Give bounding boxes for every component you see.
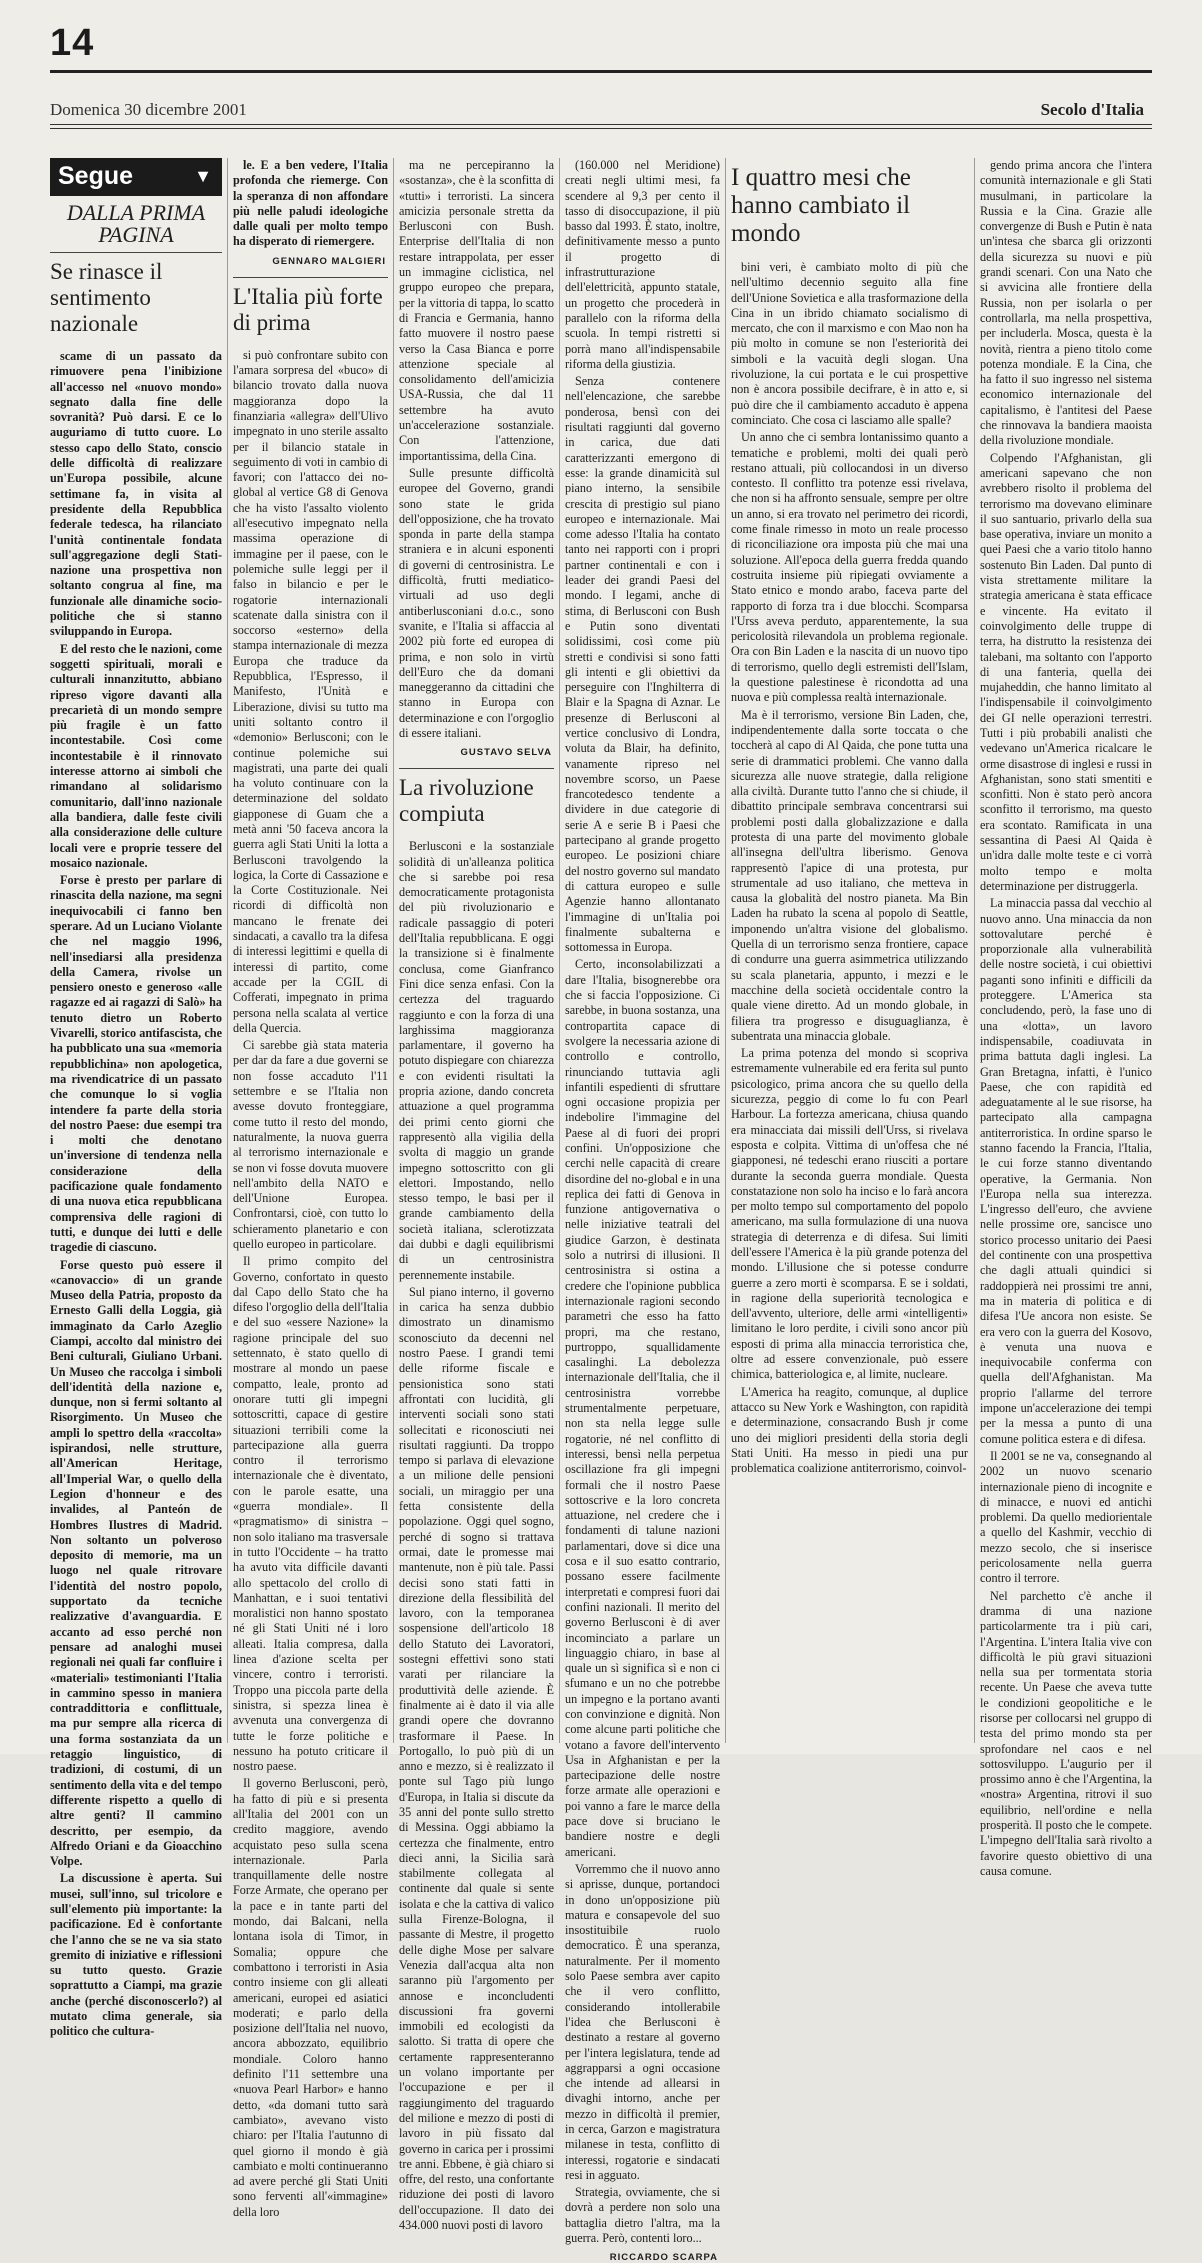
paragraph: (160.000 nel Meridione) creati negli ultimi mesi, fa scendere al 9,3 per cento il tasso di disoccupazione, il più basso dal 1993. È stato, inoltre, definitivamente messo a punto il progetto di infrastrutturazione dell'elettricità, appunto statale, un progetto che procederà in parallelo con la riforma della scuola. In tempi ristretti si porrà mano all'indispensabile riforma della giustizia. [565, 158, 720, 371]
article-body-rivoluzione-end [565, 158, 720, 2246]
paragraph: Ci sarebbe già stata materia per dar da fare a due governi se non fosse accaduto l'11 settembre e se l'Italia non avesse dovuto fronteggiare, come tutto il resto del mondo, naturalmente, la nuova guerra al terrorismo internazionale e se non vi fosse dovuta muovere nell'ambito della NATO e dell'Unione Europea. Confrontarsi, cioè, con tutto lo schieramento planetario e con quello europeo in particolare. [233, 1038, 388, 1251]
header-rule-double [50, 128, 1152, 129]
segue-label: Segue [58, 162, 134, 190]
top-rule [50, 70, 1152, 73]
column-separator [974, 158, 975, 1743]
column-1 [50, 158, 222, 2039]
column-separator [559, 158, 560, 1743]
paragraph: Sul piano interno, il governo in carica ha senza dubbio dimostrato un dinamismo sconosciuto da decenni nel nostro Paese. I grandi temi delle riforme fiscale e pensionistica sono stati affrontati con lucidità, gli interventi sociali sono stati sollecitati e riconosciuti nei risultati raggiunti. Da troppo tempo si parlava di elevazione a un milione delle pensioni sociali, un miraggio per una fetta consistente della popolazione. Oggi quel sogno, perché di sogno si trattava ormai, date le promesse mai mantenute, non è più tale. Passi decisi sono stati fatti in direzione della flessibilità del lavoro, con la temporanea sospensione dell'articolo 18 dello Statuto dei Lavoratori, sostegni effettivi sono stati varati per rilanciare la produttività delle aziende. È finalmente ai è dato il via alle grandi opere che dovranno trasformare il Paese. In Portogallo, lo può più di un anno e mezzo, si è realizzato il ponte sul Tago più lungo d'Europa, in Italia si discute da 35 anni del ponte sullo stretto di Messina. Oggi abbiamo la certezza che finalmente, entro dieci anni, la Sicilia sarà stabilmente collegata al continente dal quale si sente isolata e che la cattiva di valico sulla Firenze-Bologna, il passante di Mestre, il progetto delle dighe Mose per salvare Venezia dall'acqua alta non saranno più l'argomento per annose e inconcludenti discussioni fra governi immobili ed ecologisti da salotto. Si tratta di opere che certamente rappresenteranno un volano importante per l'occupazione e per il raggiungimento del traguardo del milione e mezzo di posti di lavoro in più fissato dal governo in carica per i prossimi tre anni. Ebbene, è già chiaro si offre, del resto, una confortante riduzione dei posti di lavoro dell'occupazione. Il dato dei 434.000 nuovi posti di lavoro [399, 1284, 554, 2232]
rule [50, 252, 222, 253]
paragraph: La discussione è aperta. Sui musei, sull'inno, sul tricolore e sull'elemento più importante: la pacificazione. Ed è confortante che l'anno che se ne va sia stato gremito di iniziative e riflessioni su tutto questo. Grazie soprattutto a Ciampi, ma grazie anche (perché disconoscerlo?) al mutato clima generale, sia politico che cultura- [50, 1871, 222, 2039]
header-rule [50, 124, 1152, 125]
rule [233, 277, 388, 278]
paragraph: Il governo Berlusconi, però, ha fatto di più e si presenta all'Italia del 2001 con un credito maggiore, avendo acquistato peso sulla scena internazionale. Parla tranquillamente delle nostre Forze Armate, che operano per la pace e in tante parti del mondo, dai Balcani, nella lontana isola di Timor, in Somalia; oppure che combattono i terroristi in Asia contro insieme con gli alleati americani, europei ed asiatici moderati; e parlo della posizione dell'Italia nel nuovo, ancora abbozzato, equilibrio mondiale. Coloro hanno definito l'11 settembre una «nuova Pearl Harbor» e hanno detto, «da domani tutto sarà cambiato», avevano visto chiaro: per l'Italia l'autunno di quel giorno il mondo è già cambiato e molti continueranno ad avere perché gli Stati Uniti sono ferventi all'«immagine» della loro [233, 1776, 388, 2219]
paragraph: Forse questo può essere il «canovaccio» di un grande Museo della Patria, proposto da Ernesto Galli della Loggia, già immaginato da Carlo Azeglio Ciampi, accolto dal ministro dei Beni culturali, Giuliano Urbani. Un Museo che raccolga i simboli dell'identità della nazione e, dunque, non si fermi soltanto al Risorgimento. Un Museo che ampli lo spettro della «raccolta» ispirandosi, nelle strutture, all'American Heritage, all'Imperial War, o quello della Legion d'honneur e des invalides, al Panteón de Hombres Ilustres di Madrid. Non soltanto un polveroso deposito di memorie, ma un luogo nel quale ritrovare l'identità del nostro popolo, supportato da tecniche realizzative d'avanguardia. E accanto ad esso perché non pensare ad analoghi musei regionali nei quali far confluire i «materiali» testimonianti l'Italia in cammino spesso in maniera contraddittoria e conflittuale, ma pur sempre alla ricerca di una forma sostanziata da un retaggio linguistico, di tradizioni, di costumi, di un sentimento della vita e del tempo differente rispetto a quello di altre genti? Il cammino descritto, per esempio, da Alfredo Oriani e da Gioacchino Volpe. [50, 1257, 222, 1869]
column-4 [565, 158, 720, 2263]
paragraph: le. E a ben vedere, l'Italia profonda che riemerge. Con la speranza di non affondare più nelle paludi ideologiche dalle quali per molto tempo ha disperato di riemergere. [233, 158, 388, 249]
article-body-rivoluzione [399, 839, 554, 2233]
column-2 [233, 158, 388, 2219]
byline-malgieri: GENNARO MALGIERI [272, 255, 386, 267]
paragraph: Certo, inconsolabilizzati a dare l'Italia, bisognerebbe ora che si faccia l'opposizione. Ci sarebbe, in buona sostanza, una contropartita capace di svolgere la necessaria azione di controllo e controllo, rinunciando tuttavia agli infantili espedienti di sfruttare ogni occasione propizia per indebolire l'immagine del Paese al di fuori dei propri confini. Un'opposizione che cerchi nelle capacità di creare disordine del no-global e in una replica dei fatti di Genova in funzione antigovernativa o nelle iniziative teatrali del giudice Garzon, è destinata solo a nutrirsi di illusioni. Il centrosinistra si ostina a credere che l'opinione pubblica internazionale ragioni secondo parametri che esso ha fatto propri, ma che restano, purtroppo, squallidamente casalinghi. La debolezza internazionale dell'Italia, che il centrosinistra vorrebbe strumentalmente perpetuare, non sta nella legge sulle rogatorie, né nel conflitto di interessi, bensì nella perpetua oscillazione fra gli impegni formali che il nostro Paese sottoscrive e la loro concreta attuazione, nel credere che i fondamenti di talune nazioni parlamentari, dove si dice una cosa e il suo esatto contrario, possano essere facilmente interpretati e compresi fuori dai confini nazionali. Il merito del governo Berlusconi è di aver incominciato a parlare un linguaggio chiaro, in base al quale un sì significa sì e non ci sfumano e un no che potrebbe un impegno e la portano avanti con convinzione e dignità. Non come alcune parti politiche che votano a favore dell'intervento Usa in Afghanistan e per la partecipazione delle nostre forze armate alle operazioni e poi vanno a fare le marce della pace dove si bruciano le bandiere nostre e degli americani. [565, 957, 720, 1859]
paragraph: scame di un passato da rimuovere pena l'inibizione all'accesso nel «nuovo mondo» segnato dalla fine delle sovranità? Può darsi. E ce lo auguriamo di tutto cuore. Lo stesso capo dello Stato, conscio delle difficoltà di realizzare un'Europa possibile, alcune settimane fa, in visita al presidente della Repubblica federale tedesca, ha rilanciato l'unità continentale fondata sull'aggregazione degli Stati-nazione una prospettiva non soltanto congrua al fine, ma funzionale alle dinamiche socio-politiche che si stanno sviluppando in Europa. [50, 349, 222, 639]
headline-italia-forte: L'Italia più forte di prima [233, 283, 383, 335]
column-separator [393, 158, 394, 1743]
paragraph: Strategia, ovviamente, che si dovrà a perdere non solo una battaglia dietro l'altra, ma la guerra. Però, contenti loro... [565, 2185, 720, 2246]
paragraph: Ma è il terrorismo, versione Bin Laden, che, indipendentemente dalla sorte toccata o che toccherà al capo di Al Qaida, che pone tutta una serie di drammatici problemi. Che vanno dalla sicurezza alle nuove strategie, dalla religione alla civiltà. Durante tutto l'anno che si chiude, il dibattito principale sembrava concentrarsi sui problemi posti dalla globalizzazione e dalla protesta di una parte del movimento globale all'insegna dell'ultra liberismo. Genova rappresentò l'apice di una protesta, pur strumentale ad uso italiano, che metteva in causa la globalità del nostro pianeta. Ma Bin Laden ha rubato la scena al popolo di Seattle, imponendo un'altra visione del globalismo. Quella di un terrorismo senza frontiere, capace di condurre una guerra asimmetrica utilizzando su scala planetaria, appunto, i mezzi e le macchine della società occidentale contro la quale viene diretto. Ad un mondo globale, in filiera tra progresso e disuguaglianza, è subentrata una minaccia globale. [731, 707, 968, 1043]
article-body-quattro-mesi-end [980, 158, 1152, 1879]
paragraph: Sulle presunte difficoltà europee del Governo, grandi sono state le grida dell'opposizione, che ha trovato sponda in parte della stampa straniera e in alcuni esponenti di governi di centrosinistra. Le difficoltà, frutti mediatico-virtuali ad uso degli antiberlusconiani d.o.c., sono svanite, e l'Italia si affaccia al 2002 più forte ed europea di prima, e non solo in virtù dell'Euro che da domani maneggeranno da cittadini che stanno in Europa con determinazione e con l'orgoglio di essere italiani. [399, 465, 554, 740]
article-body-quattro-mesi [731, 260, 968, 1476]
paragraph: Un anno che ci sembra lontanissimo quanto a tematiche e problemi, molti dei quali però restano attuali, più collocandosi in un diverso contesto. Il conflitto tra potenze essi rivelava, che non si ha affronto sensuale, sempre per oltre un anno, si era trovato nel perimetro dei ricordi, come finale rimesso in moto un reale processo di riconciliazione ora imposta più che mai una soluzione. All'epoca della guerra fredda quando costruita insieme più ripiegati ovviamente a Stato etnico e mondo arabo, faceva parte del rapporto di forza tra i due blocchi. Scomparsa l'Urss aveva perduto, apparentemente, la sua pericolosità rilevandola un problema regionale. Ora con Bin Laden e la nascita di un nuovo tipo di terrorismo, quello degli estremisti dell'Islam, la questione palestinese è ricondotta ad una nuova e più complessa realtà internazionale. [731, 430, 968, 705]
column-separator [227, 158, 228, 1743]
paragraph: Berlusconi e la sostanziale solidità di un'alleanza politica che si sarebbe poi resa democraticamente protagonista del più rivoluzionario e radicale passaggio di poteri dell'Italia repubblicana. E oggi la transizione si è finalmente conclusa, come Gianfranco Fini dice senza enfasi. Con la certezza del traguardo raggiunto e con la forza di una larghissima maggioranza parlamentare, il governo ha potuto dispiegare con chiarezza e con evidenti risultati la propria azione, dando concreta attuazione a quel programma dei primi cento giorni che rappresentò alla vigilia della svolta di maggio un grande impegno sottoscritto con gli elettori. Impostando, nello stesso tempo, le basi per il grande cambiamento della società italiana, sclerotizzata dai dubbi e dagli equilibrismi di un centrosinistra perennemente instabile. [399, 839, 554, 1282]
paragraph: Colpendo l'Afghanistan, gli americani sapevano che non avrebbero risolto il problema del terrorismo ma dovevano eliminare il suo santuario, privarlo della sua base operativa, inviare un monito a quei Paesi che a vario titolo hanno sostenuto Bin Laden. Dal punto di vista strettamente militare la strategia americana è stata efficace e vincente. Ha evitato il coinvolgimento delle truppe di terra, ha distrutto la resistenza dei talebani, ma soltanto con l'apporto di una fanteria, quella dei mujaheddin, che hanno limitato al l'indispensabile il coinvolgimento dei GI nelle operazioni terrestri. Tutti i più probabili analisti che vedevano un'America ricalcare le orme disastrose di inglesi e russi in Afghanistan, sono stati smentiti e sconfitti. Non è stato però ancora sconfitto il terrorismo, ma questo era scontato. Ramificata in una sessantina di Paesi Al Qaida è un'idra dalle molte teste e ci vorrà molto tempo e molta determinazione per distruggerla. [980, 450, 1152, 893]
paragraph: L'America ha reagito, comunque, al duplice attacco su New York e Washington, con rapidità e determinazione, consacrando Bush jr come uno dei migliori presidenti della storia degli Stati Uniti. Ha messo in piedi una pur problematica coalizione antiterrorismo, coinvol- [731, 1384, 968, 1476]
headline-rivoluzione: La rivoluzione compiuta [399, 775, 534, 827]
headline-segue: Se rinasce il sentimento nazionale [50, 259, 163, 336]
paragraph: gendo prima ancora che l'intera comunità internazionale e gli Stati musulmani, in particolare la Russia e la Cina. Grazie alle convergenze di Bush e Putin è nata un'intesa che sbarca gli orizzonti della sicurezza su nuovi e più grandi scenari. Con una Nato che si avvicina alle frontiere della Russia, non per isolarla o per controllarla, ma nella prospettiva, per includerla. Mosca, questa è la novità, rientra a pieno titolo come potenza mondiale. E la Cina, che ha fatto il suo ingresso nel sistema economico internazionale del capitalismo, è l'antitesi del Paese che rinnovava la bandiera maoista della rivoluzione mondiale. [980, 158, 1152, 448]
paragraph: Il 2001 se ne va, consegnando al 2002 un nuovo scenario internazionale pieno di incognite e di minacce, e nuovi ed antichi problemi. Da quello mediorientale a quello del Kashmir, vecchio di mezzo secolo, che si inserisce pericolosamente nella guerra contro il terrore. [980, 1448, 1152, 1586]
byline-selva: GUSTAVO SELVA [460, 747, 552, 759]
column-6 [980, 158, 1152, 1878]
paragraph: si può confrontare subito con l'amara sorpresa del «buco» di bilancio trovato dalla nuova maggioranza dopo la finanziaria «allegra» dell'Ulivo impegnato in uno sterile assalto per il bilancio statale in seguimento di voti in cambio di favori; con l'attacco dei no-global al vertice G8 di Genova che ha visto l'assalto violento all'esecutivo impegnato nella massima operazione di immagine per il paese, con le polemiche sulle leggi per il falso in bilancio e per le rogatorie internazionali scatenate dalla sinistra con il soccorso «esterno» della stampa internazionale di mezza Europa che traduce da Repubblica, l'Espresso, il Manifesto, l'Unità e Liberazione, divisi su tutto ma uniti soltanto contro il «demonio» Berlusconi; con le continue polemiche sui magistrati, una parte dei quali ha voluto continuare con la determinazione del soldato giapponese di Guam che a metà anni '50 faceva ancora la guerra agli Stati Uniti la lotta a Berlusconi travolgendo la logica, la Corte di Cassazione e la Corte Costituzionale. Nei ricordi di difficoltà non mancano le frenate dei sindacati, a cavallo tra la difesa di interessi legittimi e quella di interessi di partito, come accade per la CGIL di Cofferati, impegnato in prima persona nella scalata al vertice della Quercia. [233, 347, 388, 1035]
paragraph: Nel parchetto c'è anche il dramma di una nazione particolarmente tra i più cari, l'Argentina. L'intera Italia vive con difficoltà le più gravi situazioni nella sua per tormentata storia recente. Un Paese che aveva tutte le condizioni geopolitiche e le risorse per collocarsi nel gruppo di testa del primo mondo sta per sprofondare nel caos e nel sottosviluppo. L'augurio per il prossimo anno è che l'Argentina, la «nostra» Argentina, ritrovi il suo equilibrio, nell'ordine e nella prosperità. Il posto che le compete. L'impegno dell'Italia sarà rivolto a favorire questo obiettivo di una causa comune. [980, 1588, 1152, 1878]
masthead: Secolo d'Italia [1040, 100, 1144, 119]
article-body-segue [50, 349, 222, 2040]
from-front-page-label: DALLA PRIMA PAGINA [66, 200, 206, 247]
headline-quattro-mesi: I quattro mesi che hanno cambiato il mondo [731, 164, 911, 247]
article-body-italia-forte-end [399, 158, 554, 741]
paragraph: bini veri, è cambiato molto di più che nell'ultimo decennio seguito alla fine dell'Unione Sovietica e alla trasformazione della Cina in un ibrido chiamato socialismo di mercato, che con il marxismo e con Mao non ha più molto in comune se non l'esteriorità dei simboli e la vacuità degli slogan. Una rivoluzione, la cui portata e le cui prospettive non è ancora possibile decifrare, è in atto e, si può dire che il cambiamento accaduto è appena cominciato. Che cosa ci lasciamo alle spalle? [731, 260, 968, 427]
byline-scarpa: RICCARDO SCARPA [609, 2252, 718, 2263]
paragraph: Vorremmo che il nuovo anno si aprisse, dunque, portandoci in dono un'opposizione più matura e consapevole del suo insostituibile ruolo democratico. È una speranza, naturalmente. Per il momento solo Paese sembra aver capito che il vero conflitto, considerando intollerabile l'idea che Berlusconi è destinato a restare al governo per l'intera legislatura, tende ad aggrapparsi a ogni occasione che intende ad allearsi in divaghi intorno, anche per mezzo in difficoltà il premier, in cerca, Garzon e magistratura milanese in testa, conflitto di interessi, rogatorie e sindacati resi in agguato. [565, 1861, 720, 2182]
paragraph: Forse è presto per parlare di rinascita della nazione, ma segni inequivocabili ci fanno ben sperare. Ad un Luciano Violante che nel maggio 1996, nell'insediarsi alla presidenza della Camera, rivolse un pensiero onesto e generoso «alle ragazze ed ai ragazzi di Salò» ha tenuto dietro un Roberto Vivarelli, storico antifascista, che ha pubblicato una sua «memoria repubblichina» non apologetica, ma rivendicatrice di un passato che comunque lo si voglia intendere fa parte della storia del nostro Paese: due esempi tra i molti che denotano un'inversione di tendenza nella considerazione della pacificazione quale fondamento di una nuova etica repubblicana comprensiva delle ragioni di tutti, e dunque dei lutti e delle tragedie di ciascuno. [50, 873, 222, 1255]
rule [399, 768, 554, 769]
down-arrow-icon: ▼ [194, 166, 212, 186]
paragraph: La prima potenza del mondo si scopriva estremamente vulnerabile ed era ferita sul punto psicologico, prima ancora che su quello della sicurezza, peggio di come lo fu con Pearl Harbour. La fortezza americana, chiusa quando era minacciata dai missili dell'Urss, si rivelava esposta e colpita. Vittima di un'offesa che né giapponesi, né tedeschi erano riusciti a portare durante la seconda guerra mondiale. Questa constatazione non solo ha inciso e lo farà ancora per molto tempo sul comportamento del popolo americano, ma sulla formulazione di una nuova strategia di deterrenza e di difesa. Sui limiti dell'essere l'America è la più grande potenza del mondo. L'illusione che si potesse condurre guerre a zero morti è scomparsa. E se i soldati, in ragione della superiorità tecnologica e dell'avvento, ulteriore, delle armi «intelligenti» limitano le loro perdite, i civili sono ancor più esposti di prima alla minaccia terroristica che, oltre ad essere convenzionale, può essere chimica, batteriologica e, al limite, nucleare. [731, 1046, 968, 1382]
issue-date: Domenica 30 dicembre 2001 [50, 100, 247, 119]
column-5 [731, 158, 968, 1738]
page-number: 14 [50, 22, 95, 64]
column-separator [725, 158, 726, 1743]
paragraph: ma ne percepiranno la «sostanza», che è la sconfitta di «tutti» i terroristi. La sincera amicizia personale stretta da Berlusconi con Bush. Enterprise dell'Italia di non restare intrappolata, per esser un immagine ciclistica, nel gruppo europeo che prepara, per la vittoria di tappa, lo scatto di Francia e Germania, hanno fatto muovere il nostro paese verso la Casa Bianca e porre attenzione speciale al consolidamento dell'amicizia USA-Russia, che dal 11 settembre ha avuto un'accelerazione sostanziale. Con l'attenzione, importantissima, della Cina. [399, 158, 554, 463]
segue-banner [50, 158, 222, 196]
paragraph: Senza contenere nell'elencazione, che sarebbe ponderosa, bensì con dei risultati raggiunti dal governo in carica, due dati caratterizzanti emergono di esse: la grande dinamicità sul piano interno, la sensibile crescita di prestigio sul piano europeo e internazionale. Mai come adesso l'Italia ha contato tanto nei rapporti con i propri partner continentali e con i leader dei grandi Paesi del mondo. I legami, anche di stima, di Berlusconi con Bush e Putin sono diventati solidissimi, così come più stretti e condivisi si sono fatti gli intenti e gli obiettivi da perseguire con l'Inghilterra di Blair e la Spagna di Aznar. Le presenze di Berlusconi al vertice conclusivo di Londra, voluta da Blair, ha definito, vanamente ripreso nel novembre scorso, un Paese francotedesco tendente a dividere in due categorie di serie A e serie B i Paesi che partecipano al grande progetto europeo. Le posizioni chiare del nostro governo sul mandato di cattura europeo e sulle Agenzie hanno allontanato l'immagine di un'Italia poi finalmente subalterna e sottomessa in Europa. [565, 374, 720, 955]
article-body-segue-end [233, 158, 388, 250]
column-3 [399, 158, 554, 2232]
article-body-italia-forte [233, 348, 388, 2220]
paragraph: La minaccia passa dal vecchio al nuovo anno. Una minaccia da non sottovalutare perché è proporzionale alla vulnerabilità delle nostre società, i cui obiettivi paganti sono infiniti e difficili da proteggere. L'America sta concludendo, però, la fase uno di una «lotta», un lavoro indispensabile, coadiuvata in prima battuta dagli inglesi. La Gran Bretagna, infatti, è l'unico Paese, che con rapidità ed adeguatamente al le sue risorse, ha partecipato alla campagna antiterroristica. In ordine sparso le stanno facendo la Francia, l'Italia, le cui forze stanno diventando operative, la Germania. Non l'Europa nella sua interezza. L'ingresso dell'euro, che avviene nelle prossime ore, sancisce uno storico processo unitario dei Paesi del continente con una prospettiva che dagli attuali quindici si raddoppierà nei prossimi tre anni, ma in materia di politica e di difesa l'Ue ancora non esiste. Se era vero con la guerra del Kosovo, è venuta una nuova e inequivocabile conferma con quella dell'Afghanistan. Ma proprio l'allarme del terrore impone un'accelerazione dei tempi per la messa a punto di una comune politica estera e di difesa. [980, 896, 1152, 1446]
paragraph: E del resto che le nazioni, come soggetti spirituali, morali e culturali innanzitutto, abbiano ripreso vigore davanti alla precarietà di un mondo sempre più fragile è un fatto incontestabile. Così come incontestabile è il rinnovato interesse attorno ai simboli che rimandano al solidarismo comunitario, dall'inno nazionale alla bandiera, dalle feste civili alla considerazione delle culture locali vere e proprie tessere del mosaico nazionale. [50, 641, 222, 870]
paragraph: Il primo compito del Governo, confortato in questo dal Capo dello Stato che ha difeso l'orgoglio della dell'Italia e del suo «essere Nazione» la ragione principale del suo settennato, è stato quello di mostrare al mondo un paese compatto, leale, pronto ad onorare tutti gli impegni sottoscritti, capace di gestire situazioni terribili come la partecipazione alla guerra contro il terrorismo internazionale che è diventato, con le parole esatte, una «guerra mondiale». Il «pragmatismo» di sinistra – non solo italiano ma trasversale in tutto l'Occidente – ha tratto ha avuto vita difficile davanti allo spettacolo del crollo di Manhattan, e i suoi tentativi moralistici non hanno spostato né gli Stati Uniti né i loro alleati. Italia compresa, dalla linea d'azione scelta per vincere, contro i terroristi. Troppo una piccola parte della sinistra, si spezza linea è avvenuta una convergenza di tutte le forze politiche e nessuno ha potuto criticare il nostro paese. [233, 1254, 388, 1774]
